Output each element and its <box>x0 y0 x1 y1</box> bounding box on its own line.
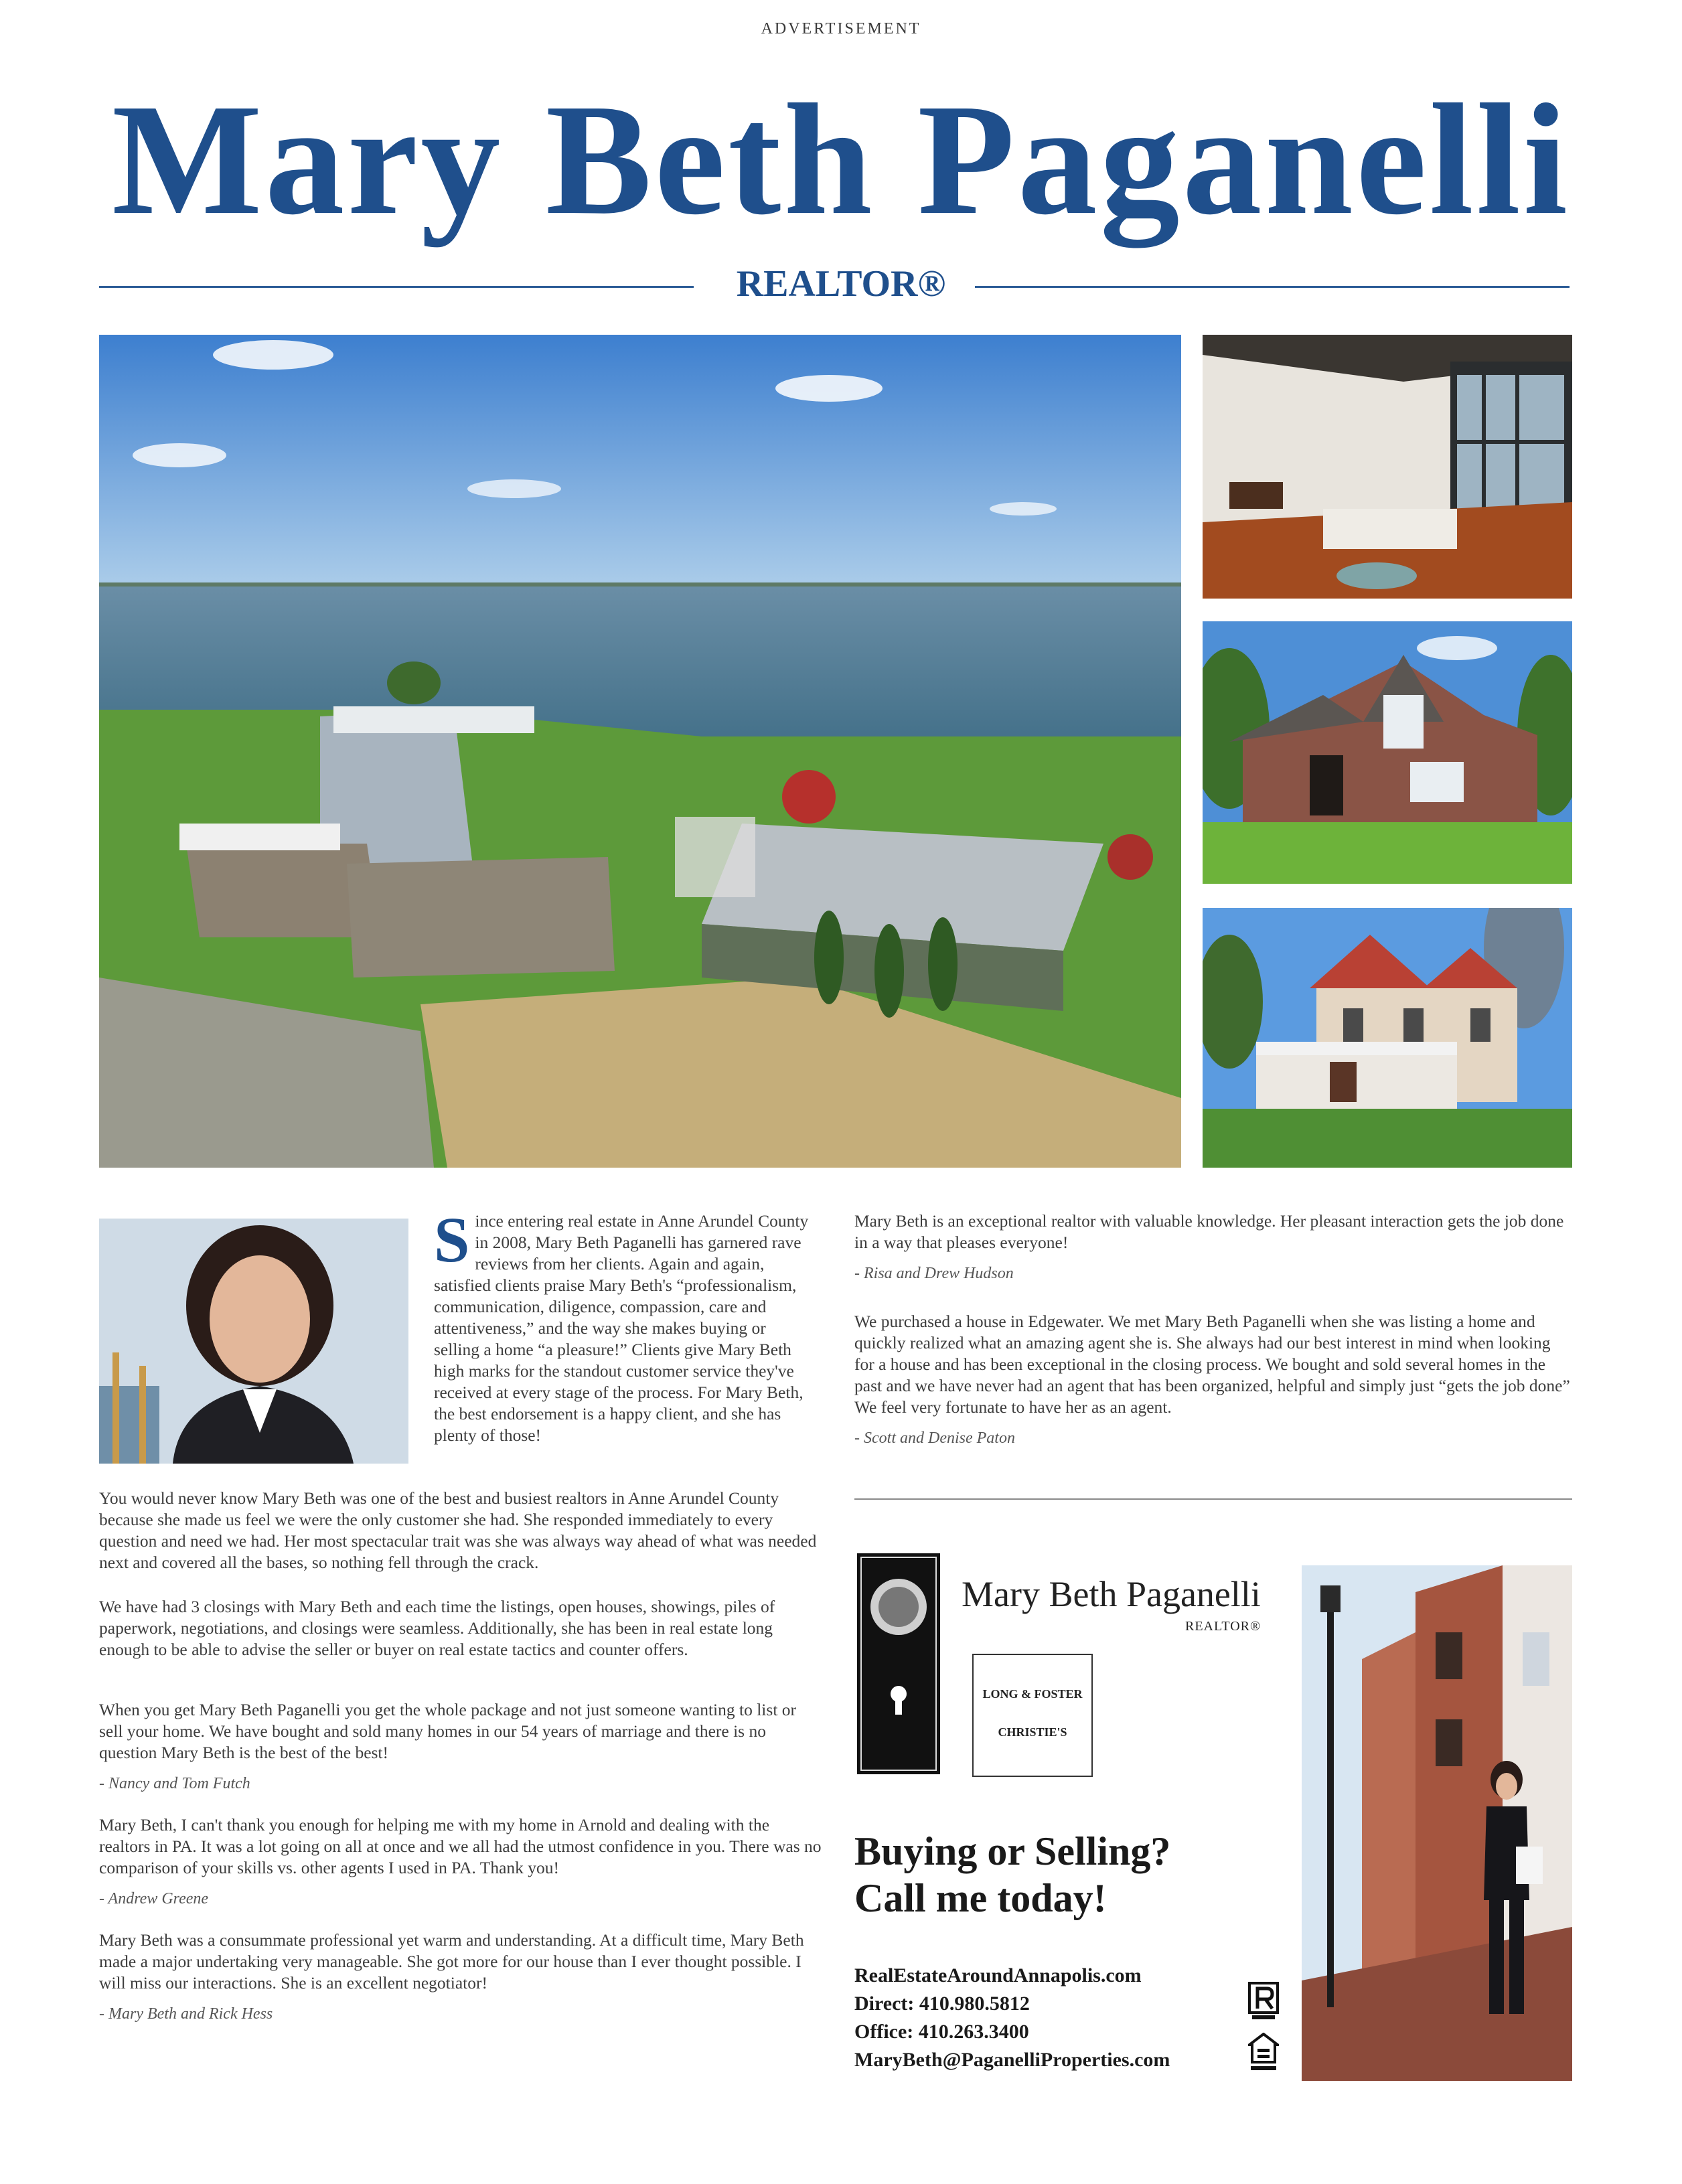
realtor-title: REALTOR® <box>736 263 946 305</box>
testimonial-signature: - Mary Beth and Rick Hess <box>99 2005 273 2023</box>
testimonial-paragraph: We purchased a house in Edgewater. We met Mary Beth Paganelli when she was listing a home and quickly realized what an amazing agent she is. She always had our best interest in mind when looking for a house and has been exceptional in the closing process. We bought and sold several homes in the past and we have never had an agent that has been organized, helpful and simply just “gets the job done” We feel very fortunate to have her as an agent. <box>854 1312 1570 1417</box>
testimonial-signature: - Scott and Denise Paton <box>854 1429 1015 1447</box>
realtor-r-icon <box>1248 1982 1279 2022</box>
main-property-photo <box>99 335 1181 1168</box>
testimonial-signature: - Risa and Drew Hudson <box>854 1265 1014 1282</box>
brand-name: Mary Beth Paganelli <box>962 1574 1261 1614</box>
testimonial-paragraph: Mary Beth, I can't thank you enough for helping me with my home in Arnold and dealing with the realtors in PA. It was a lot going on all at once and we all had the utmost confidence in you. There was no comparison of your skills vs. other agents I used in PA. Thank you! <box>99 1815 822 1877</box>
bio-paragraph <box>434 1204 816 1446</box>
contact-block <box>854 1962 1229 2074</box>
testimonial-signature: - Nancy and Tom Futch <box>99 1775 250 1792</box>
contact-email[interactable]: MaryBeth@PaganelliProperties.com <box>854 2049 1170 2071</box>
bio-text: ince entering real estate in Anne Arundel County in 2008, Mary Beth Paganelli has garnered rave reviews from her clients. Again and again, satisfied clients praise Mary Beth's “professionalism, communication, diligence, compassion, care and attentiveness,” and the way she makes buying or selling a home “a pleasure!” Clients give Mary Beth high marks for the standout customer service they've received at every stage of the process. For Mary Beth, the best endorsement is a happy client, and she has plenty of those! <box>434 1211 809 1445</box>
testimonial-paragraph: When you get Mary Beth Paganelli you get the whole package and not just someone wanting to list or sell your home. We have bought and sold many homes in our 54 years of marriage and there is no question Mary Beth is the best of the best! <box>99 1700 797 1762</box>
left-testimonials <box>99 1488 822 2025</box>
contact-website[interactable]: RealEstateAroundAnnapolis.com <box>854 1964 1142 1986</box>
title-rule-left <box>99 286 694 288</box>
brick-home-photo <box>1203 621 1572 884</box>
equal-housing-icon <box>1248 2033 1279 2073</box>
cta-line-1: Buying or Selling? <box>854 1829 1171 1873</box>
contact-office-phone[interactable]: Office: 410.263.3400 <box>854 2021 1029 2043</box>
cta-line-2: Call me today! <box>854 1876 1107 1920</box>
advertisement-label: ADVERTISEMENT <box>761 20 921 37</box>
section-divider <box>854 1498 1572 1500</box>
agent-name-heading: Mary Beth Paganelli <box>111 72 1571 248</box>
testimonial-paragraph: We have had 3 closings with Mary Beth and each time the listings, open houses, showings, piles of paperwork, negotiations, and closings were seamless. Additionally, she has been in real estate long enough to be able to advise the seller or buyer on real estate tactics and counter offers. <box>99 1597 775 1659</box>
brand-subtitle: REALTOR® <box>1185 1619 1262 1634</box>
right-testimonials <box>854 1211 1572 1449</box>
testimonial-signature: - Andrew Greene <box>99 1890 209 1907</box>
testimonial-paragraph: You would never know Mary Beth was one of the best and busiest realtors in Anne Arundel County because she made us feel we were the only customer she had. She responded immediately to every question and need we had. Her most spectacular trait was she was always way ahead of what was needed next and covered all the bases, so nothing fell through the crack. <box>99 1488 817 1572</box>
agent-street-photo <box>1302 1565 1572 2081</box>
victorian-home-photo <box>1203 908 1572 1168</box>
bookmark-logo <box>857 1553 940 1774</box>
broker-long-foster: LONG & FOSTER <box>982 1687 1083 1701</box>
title-rule-right <box>975 286 1570 288</box>
testimonial-paragraph: Mary Beth was a consummate professional yet warm and understanding. At a difficult time, Mary Beth made a major undertaking very manageable. She got more for our house than I ever thought possible. I will miss our interactions. She is an excellent negotiator! <box>99 1930 804 1993</box>
interior-photo <box>1203 335 1572 599</box>
contact-direct-phone[interactable]: Direct: 410.980.5812 <box>854 1993 1030 2015</box>
broker-christies: CHRISTIE'S <box>998 1725 1067 1739</box>
bio-dropcap: S <box>434 1204 470 1275</box>
broker-logo-box <box>972 1654 1093 1777</box>
agent-headshot-photo <box>99 1219 408 1464</box>
testimonial-paragraph: Mary Beth is an exceptional realtor with valuable knowledge. Her pleasant interaction gets the job done in a way that pleases everyone! <box>854 1211 1564 1252</box>
